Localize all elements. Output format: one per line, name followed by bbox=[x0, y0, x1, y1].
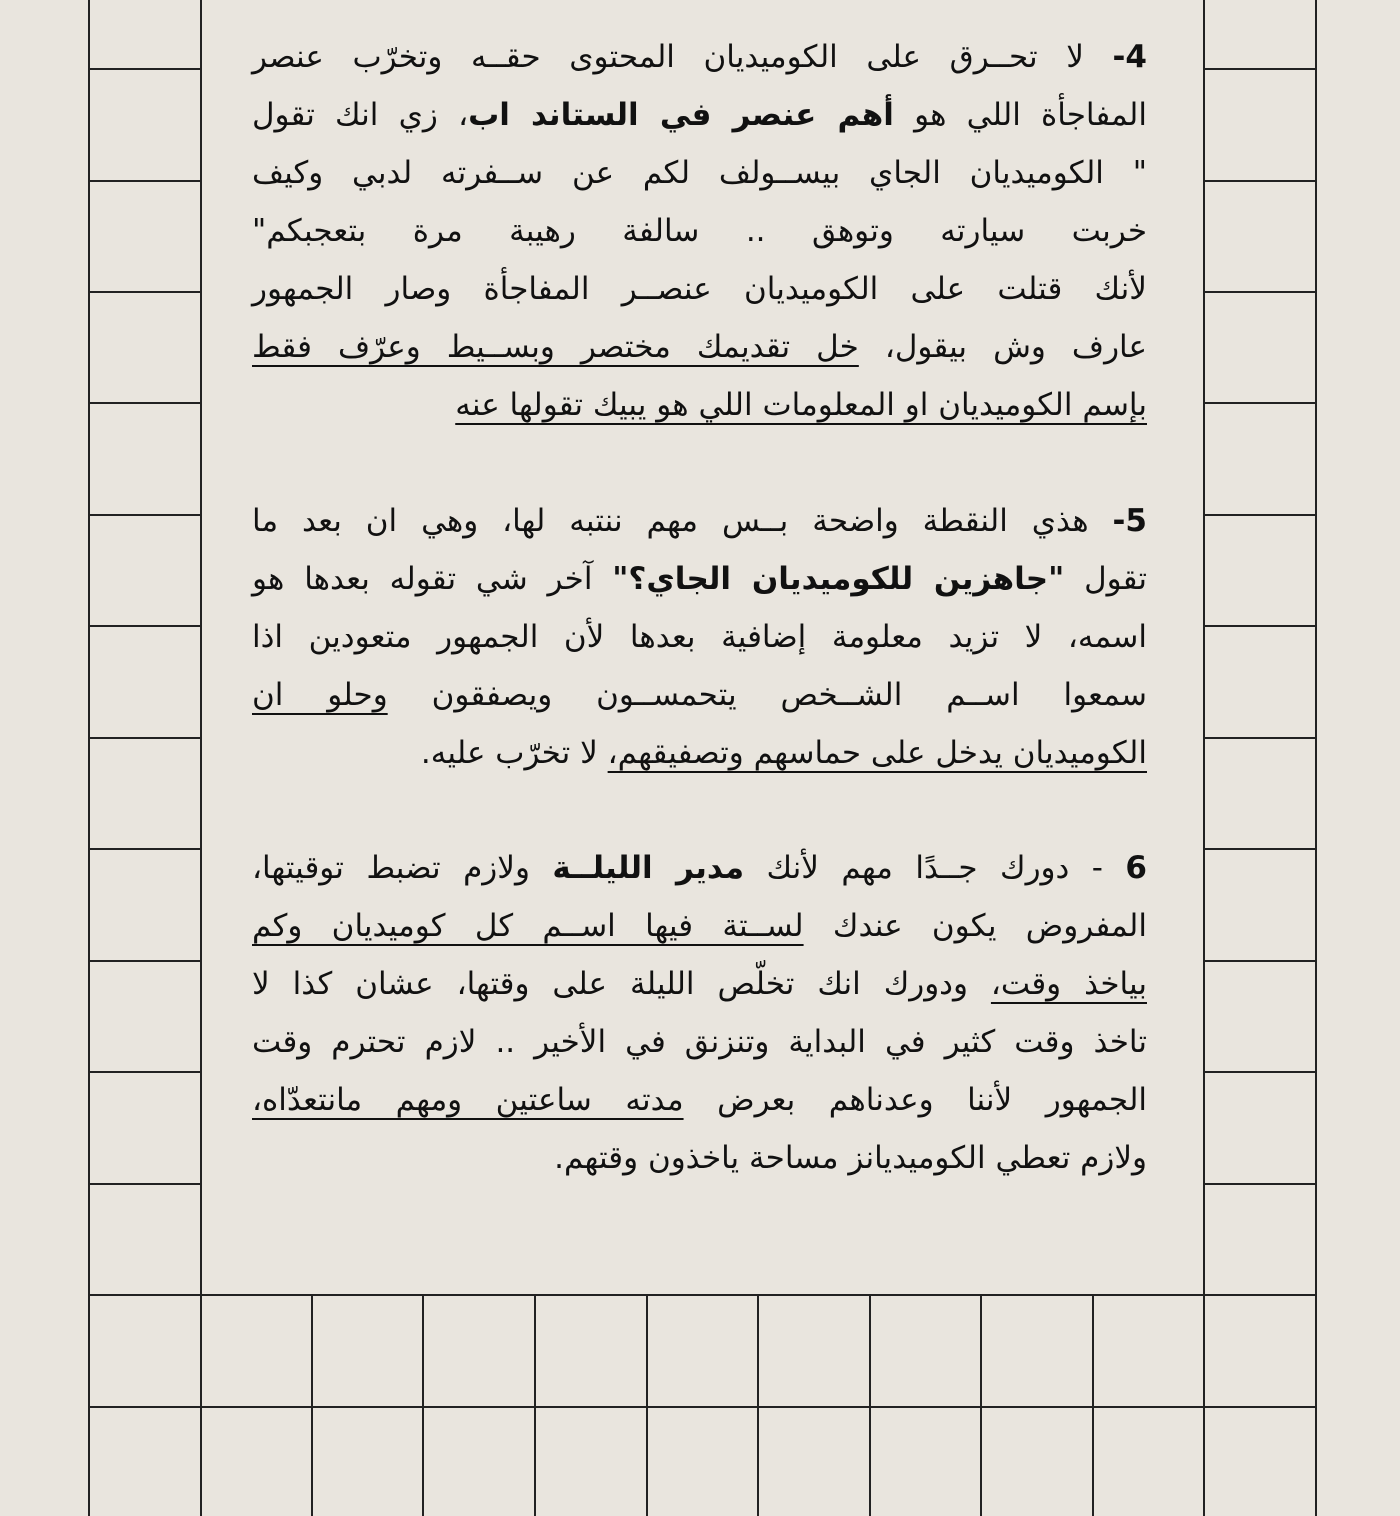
underlined-text: مدته ساعتين ومهم مانتعدّاه، bbox=[252, 1082, 684, 1118]
bold-text: أهم عنصر في الستاند اب bbox=[468, 97, 894, 133]
grid-line-horizontal bbox=[88, 625, 200, 627]
text-segment: المفروض يكون عندك bbox=[803, 908, 1147, 944]
grid-line-horizontal bbox=[1203, 625, 1315, 627]
underlined-text: وحلو ان bbox=[252, 677, 388, 713]
underlined-text: بياخذ وقت، bbox=[990, 966, 1147, 1002]
text-segment: - دورك جــدًا مهم لأنك bbox=[744, 850, 1126, 886]
text-segment: المفاجأة اللي هو bbox=[893, 97, 1147, 133]
grid-line-horizontal bbox=[88, 291, 200, 293]
bold-text: مدير الليلــة bbox=[552, 850, 745, 886]
grid-line-horizontal bbox=[88, 1294, 1316, 1296]
paragraph-4-line bbox=[252, 151, 1147, 195]
grid-line-vertical bbox=[1203, 0, 1205, 1516]
paragraph-6-line bbox=[252, 962, 1147, 1006]
text-segment: اسمه، لا تزيد معلومة إضافية بعدها لأن الجمهور متعودين اذا bbox=[252, 619, 1147, 655]
text-segment: " الكوميديان الجاي بيســولف لكم عن ســفرته لدبي وكيف bbox=[252, 155, 1147, 191]
grid-line-horizontal bbox=[1203, 1071, 1315, 1073]
paragraph-6-line bbox=[252, 1136, 1147, 1180]
grid-line-horizontal bbox=[1203, 960, 1315, 962]
grid-line-vertical bbox=[422, 1294, 424, 1516]
underlined-text: الكوميديان يدخل على حماسهم وتصفيقهم، bbox=[607, 735, 1147, 771]
text-segment: تاخذ وقت كثير في البداية وتنزنق في الأخير .. لازم تحترم وقت bbox=[252, 1024, 1147, 1060]
underlined-text: لســتة فيها اســم كل كوميديان وكم bbox=[252, 908, 804, 944]
paragraph-6-line bbox=[252, 846, 1147, 890]
grid-line-horizontal bbox=[88, 960, 200, 962]
grid-line-horizontal bbox=[1203, 1183, 1315, 1185]
text-segment: ودورك انك تخلّص الليلة على وقتها، عشان كذا لا bbox=[252, 966, 991, 1002]
grid-line-vertical bbox=[869, 1294, 871, 1516]
grid-line-horizontal bbox=[88, 1183, 200, 1185]
grid-line-horizontal bbox=[88, 1406, 1316, 1408]
grid-line-vertical bbox=[200, 0, 202, 1516]
text-segment: لأنك قتلت على الكوميديان عنصــر المفاجأة وصار الجمهور bbox=[252, 271, 1147, 307]
bold-text: 4- bbox=[1112, 39, 1147, 75]
paragraph-5-line bbox=[252, 615, 1147, 659]
grid-line-vertical bbox=[88, 0, 90, 1516]
grid-line-horizontal bbox=[88, 180, 200, 182]
text-segment: لا تخرّب عليه. bbox=[420, 735, 608, 771]
text-segment: لا تحــرق على الكوميديان المحتوى حقــه وتخرّب عنصر bbox=[252, 39, 1113, 75]
paragraph-4-line bbox=[252, 383, 1147, 427]
grid-line-horizontal bbox=[1203, 737, 1315, 739]
text-segment: ولازم تضبط توقيتها، bbox=[252, 850, 553, 886]
grid-line-vertical bbox=[646, 1294, 648, 1516]
bold-text: 5- bbox=[1112, 503, 1147, 539]
text-segment: ، زي انك تقول bbox=[252, 97, 469, 133]
paragraph-5-line bbox=[252, 499, 1147, 543]
bold-text: 6 bbox=[1125, 850, 1147, 886]
grid-line-horizontal bbox=[88, 848, 200, 850]
text-segment: آخر شي تقوله بعدها هو bbox=[252, 561, 613, 597]
grid-line-horizontal bbox=[88, 514, 200, 516]
grid-line-horizontal bbox=[1203, 848, 1315, 850]
text-segment: الجمهور لأننا وعدناهم بعرض bbox=[683, 1082, 1148, 1118]
grid-line-horizontal bbox=[1203, 402, 1315, 404]
paragraph-5-line bbox=[252, 557, 1147, 601]
paragraph-4-line bbox=[252, 267, 1147, 311]
grid-line-horizontal bbox=[1203, 291, 1315, 293]
grid-line-horizontal bbox=[88, 68, 200, 70]
grid-line-horizontal bbox=[1203, 68, 1315, 70]
text-segment: خربت سيارته وتوهق .. سالفة رهيبة مرة بتعجبكم" bbox=[252, 213, 1147, 249]
underlined-text: خل تقديمك مختصر وبســيط وعرّف فقط bbox=[252, 329, 859, 365]
text-segment: ولازم تعطي الكوميديانز مساحة ياخذون وقتهم. bbox=[554, 1140, 1147, 1176]
paragraph-6-line bbox=[252, 1078, 1147, 1122]
paragraph-4-line bbox=[252, 93, 1147, 137]
paragraph-4-line bbox=[252, 35, 1147, 79]
bold-text: "جاهزين للكوميديان الجاي؟" bbox=[612, 561, 1065, 597]
paragraph-5-line bbox=[252, 673, 1147, 717]
grid-line-vertical bbox=[311, 1294, 313, 1516]
grid-line-vertical bbox=[1315, 0, 1317, 1516]
text-segment: عارف وش بيقول، bbox=[858, 329, 1147, 365]
grid-line-horizontal bbox=[88, 1071, 200, 1073]
grid-line-horizontal bbox=[1203, 514, 1315, 516]
grid-line-horizontal bbox=[88, 737, 200, 739]
grid-line-horizontal bbox=[1203, 180, 1315, 182]
paragraph-6-line bbox=[252, 1020, 1147, 1064]
text-segment: سمعوا اســم الشــخص يتحمســون ويصفقون bbox=[387, 677, 1147, 713]
text-segment: هذي النقطة واضحة بــس مهم ننتبه لها، وهي ان بعد ما bbox=[252, 503, 1113, 539]
grid-line-vertical bbox=[980, 1294, 982, 1516]
paragraph-4-line bbox=[252, 209, 1147, 253]
grid-line-vertical bbox=[1092, 1294, 1094, 1516]
paragraph-6-line bbox=[252, 904, 1147, 948]
text-segment: تقول bbox=[1064, 561, 1147, 597]
grid-line-horizontal bbox=[88, 402, 200, 404]
grid-line-vertical bbox=[534, 1294, 536, 1516]
paragraph-5-line bbox=[252, 731, 1147, 775]
grid-line-vertical bbox=[757, 1294, 759, 1516]
underlined-text: بإسم الكوميديان او المعلومات اللي هو يبيك تقولها عنه bbox=[455, 387, 1147, 423]
paragraph-4-line bbox=[252, 325, 1147, 369]
